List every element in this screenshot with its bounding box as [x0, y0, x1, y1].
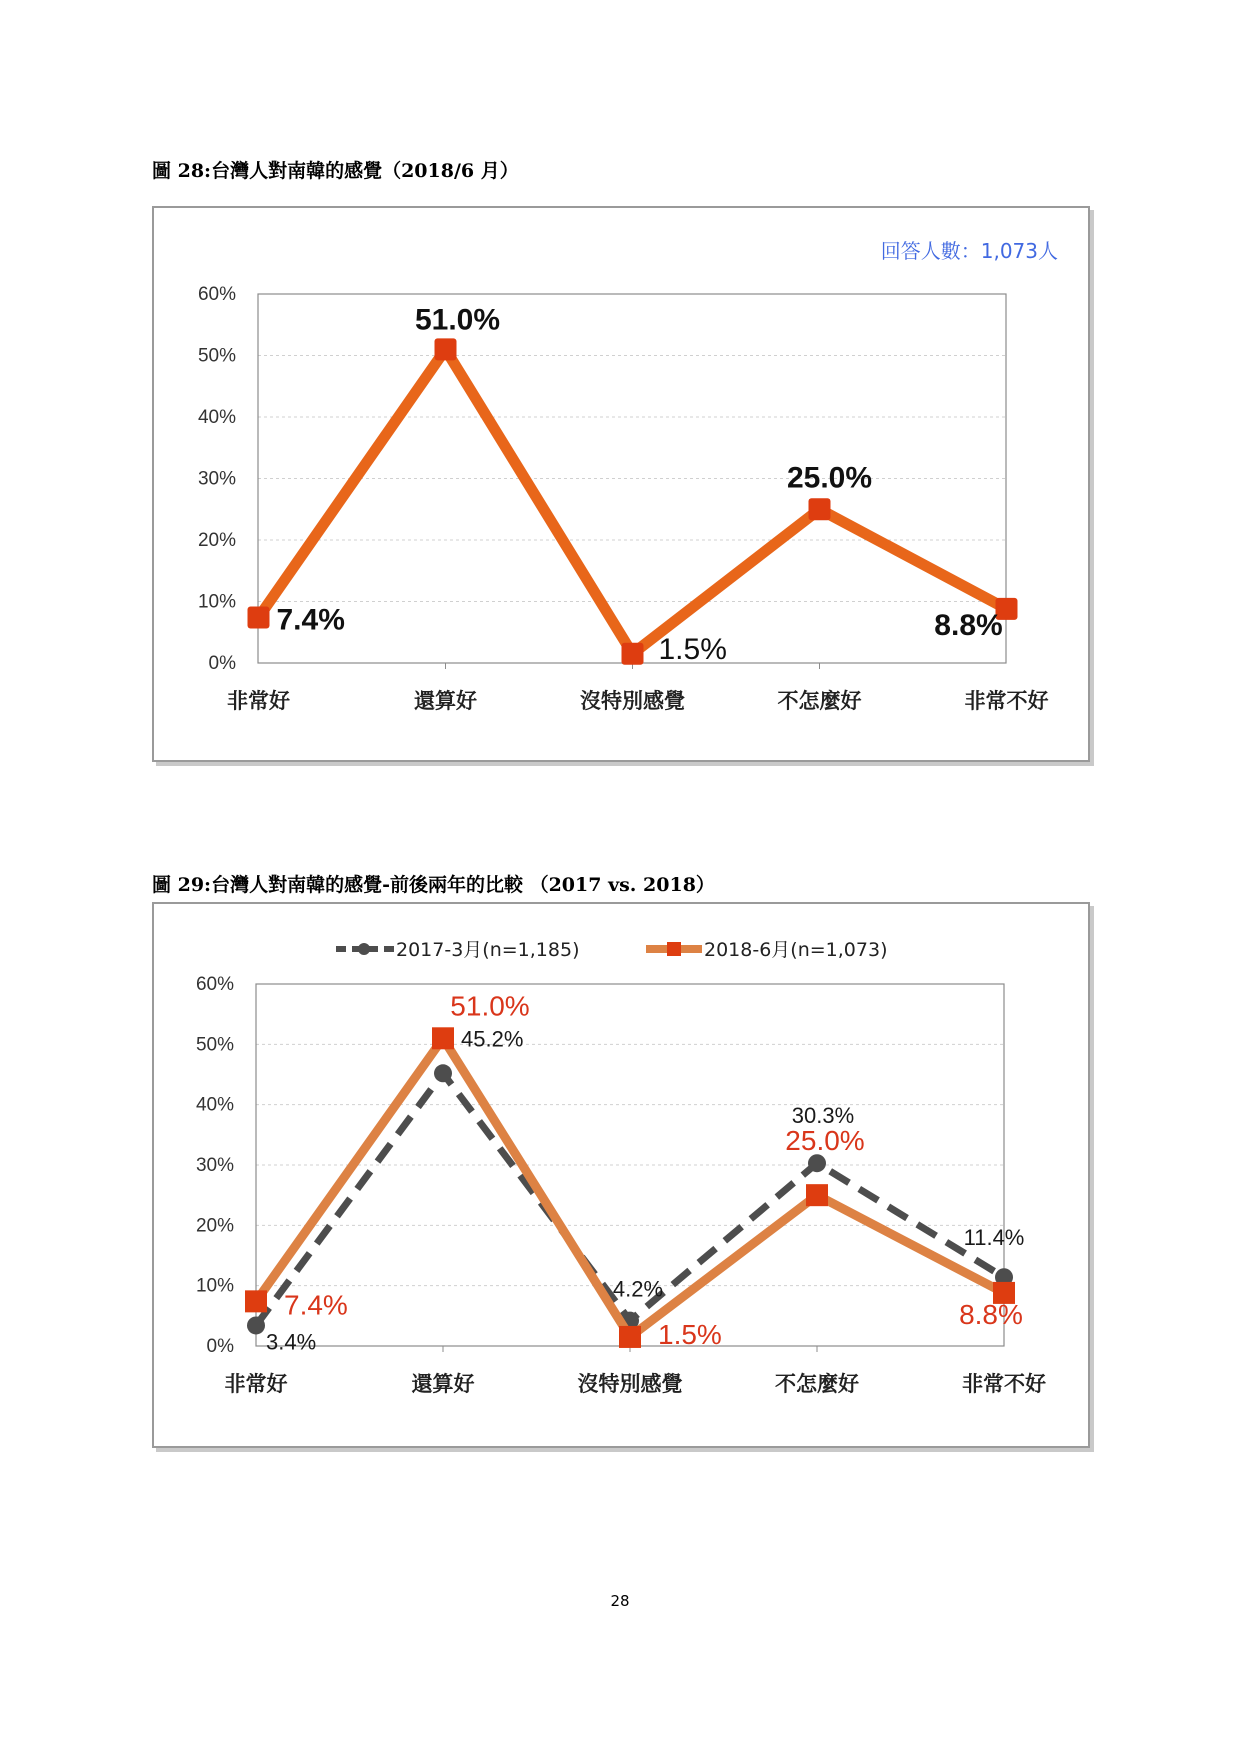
y-tick-label: 40%	[197, 407, 236, 428]
data-label-2018: 1.5%	[658, 1318, 722, 1350]
chart-29	[154, 904, 1088, 1446]
y-tick-label: 0%	[206, 1336, 234, 1357]
chart-28	[154, 208, 1088, 760]
data-label-2018: 7.4%	[284, 1289, 348, 1321]
data-point-marker-2017	[808, 1154, 826, 1172]
figure-28-title: 圖 28:台灣人對南韓的感覺（2018/6 月）	[152, 160, 519, 182]
y-tick-label: 20%	[197, 530, 236, 551]
data-point-marker-2018	[432, 1027, 454, 1049]
series-line-2018	[259, 349, 1007, 653]
data-label: 7.4%	[276, 603, 345, 637]
data-label: 25.0%	[786, 461, 873, 495]
data-label: 8.8%	[934, 608, 1003, 642]
x-tick-label: 不怎麼好	[777, 689, 862, 713]
data-point-marker-2018	[245, 1290, 267, 1312]
data-label-2018: 25.0%	[785, 1125, 865, 1157]
x-tick-label: 還算好	[411, 1372, 475, 1396]
data-point-marker	[809, 498, 831, 520]
legend-label-2017: 2017-3月(n=1,185)	[396, 939, 580, 961]
legend-marker-2017	[358, 943, 370, 955]
y-tick-label: 30%	[195, 1155, 234, 1176]
figure-29-title: 圖 29:台灣人對南韓的感覺-前後兩年的比較 （2017 vs. 2018）	[152, 874, 715, 896]
x-tick-label: 非常好	[227, 689, 290, 713]
data-point-marker-2017	[247, 1316, 265, 1334]
sample-size-note: 回答人數：1,073人	[880, 239, 1058, 263]
data-point-marker	[248, 606, 270, 628]
data-label-2017: 3.4%	[266, 1329, 317, 1355]
y-tick-label: 60%	[197, 284, 236, 305]
data-label: 1.5%	[658, 632, 727, 666]
data-label-2017: 11.4%	[963, 1225, 1025, 1251]
legend-marker-2018	[667, 942, 681, 956]
legend-label-2018: 2018-6月(n=1,073)	[704, 939, 888, 961]
data-label-2018: 8.8%	[959, 1298, 1023, 1330]
data-label-2017: 30.3%	[791, 1103, 855, 1129]
x-tick-label: 不怎麼好	[775, 1372, 859, 1396]
x-tick-label: 沒特別感覺	[580, 689, 685, 713]
y-tick-label: 20%	[195, 1215, 234, 1237]
page-number: 28	[610, 1592, 630, 1610]
data-point-marker-2017	[434, 1064, 452, 1082]
y-tick-label: 30%	[197, 468, 236, 490]
x-tick-label: 還算好	[414, 689, 477, 713]
data-point-marker	[622, 643, 644, 665]
y-tick-label: 50%	[195, 1034, 234, 1056]
data-label-2017: 45.2%	[461, 1026, 524, 1052]
y-tick-label: 0%	[208, 653, 236, 674]
chart-28-frame	[152, 206, 1090, 762]
y-tick-label: 60%	[195, 974, 234, 995]
x-tick-label: 非常不好	[962, 1372, 1046, 1396]
data-point-marker-2018	[806, 1184, 828, 1206]
data-label-2018: 51.0%	[450, 990, 530, 1022]
data-label-2017: 4.2%	[612, 1276, 664, 1302]
data-point-marker-2018	[619, 1326, 641, 1348]
x-tick-label: 沒特別感覺	[577, 1372, 683, 1396]
x-tick-label: 非常好	[224, 1372, 288, 1396]
y-tick-label: 10%	[197, 591, 236, 613]
data-point-marker	[435, 338, 457, 360]
y-tick-label: 10%	[195, 1275, 234, 1297]
x-tick-label: 非常不好	[964, 689, 1049, 713]
y-tick-label: 50%	[197, 345, 236, 367]
y-tick-label: 40%	[195, 1094, 234, 1116]
data-label: 51.0%	[414, 303, 501, 337]
chart-29-frame	[152, 902, 1090, 1448]
